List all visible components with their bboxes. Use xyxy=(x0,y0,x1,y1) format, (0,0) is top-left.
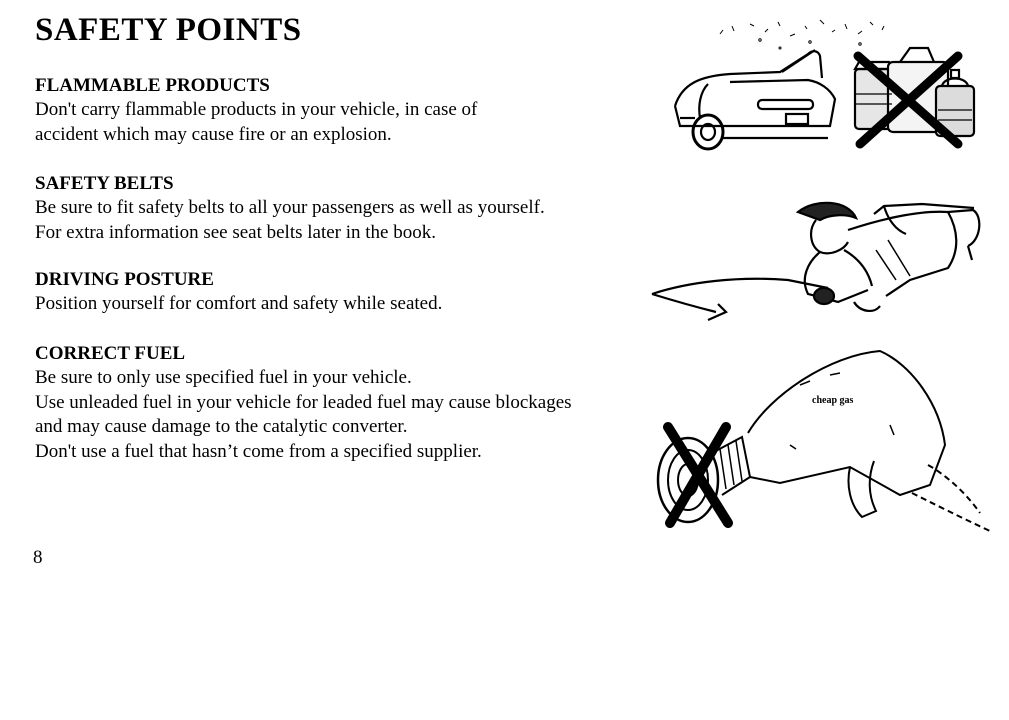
speckle-texture xyxy=(720,20,884,49)
section-text-line: Don't carry flammable products in your vehicle, in case of xyxy=(35,99,478,120)
section-heading: DRIVING POSTURE xyxy=(35,269,214,290)
driver-icon xyxy=(652,203,979,320)
section-text-line: Don't use a fuel that hasn’t come from a specified supplier. xyxy=(35,440,482,462)
section-text-line: Be sure to only use specified fuel in your vehicle. xyxy=(35,367,412,388)
fuel-nozzle-illustration xyxy=(650,345,995,540)
section-heading: CORRECT FUEL xyxy=(35,343,186,364)
section-text-line: and may cause damage to the catalytic converter. xyxy=(35,416,408,437)
fuel-nozzle-icon xyxy=(658,351,990,531)
page-title: SAFETY POINTS xyxy=(35,12,302,48)
section-heading: FLAMMABLE PRODUCTS xyxy=(35,75,270,96)
section-text-line: Be sure to fit safety belts to all your passengers as well as yourself. xyxy=(35,197,545,218)
flammable-products-illustration xyxy=(660,14,990,159)
section-driving-posture xyxy=(35,268,442,317)
section-correct-fuel xyxy=(35,342,572,464)
safety-belt-illustration xyxy=(648,190,988,330)
section-text-line: accident which may cause fire or an explosion. xyxy=(35,123,392,145)
cheap-gas-label: cheap gas xyxy=(812,395,854,406)
section-heading: SAFETY BELTS xyxy=(35,173,174,194)
section-text-line: Position yourself for comfort and safety while seated. xyxy=(35,293,443,314)
section-safety-belts xyxy=(35,172,545,245)
section-text-line: For extra information see seat belts later in the book. xyxy=(35,221,436,243)
section-text-line: Use unleaded fuel in your vehicle for leaded fuel may cause blockages xyxy=(35,391,572,413)
car-icon xyxy=(675,50,835,149)
section-flammable-products xyxy=(35,74,477,147)
page-number: 8 xyxy=(33,547,43,568)
